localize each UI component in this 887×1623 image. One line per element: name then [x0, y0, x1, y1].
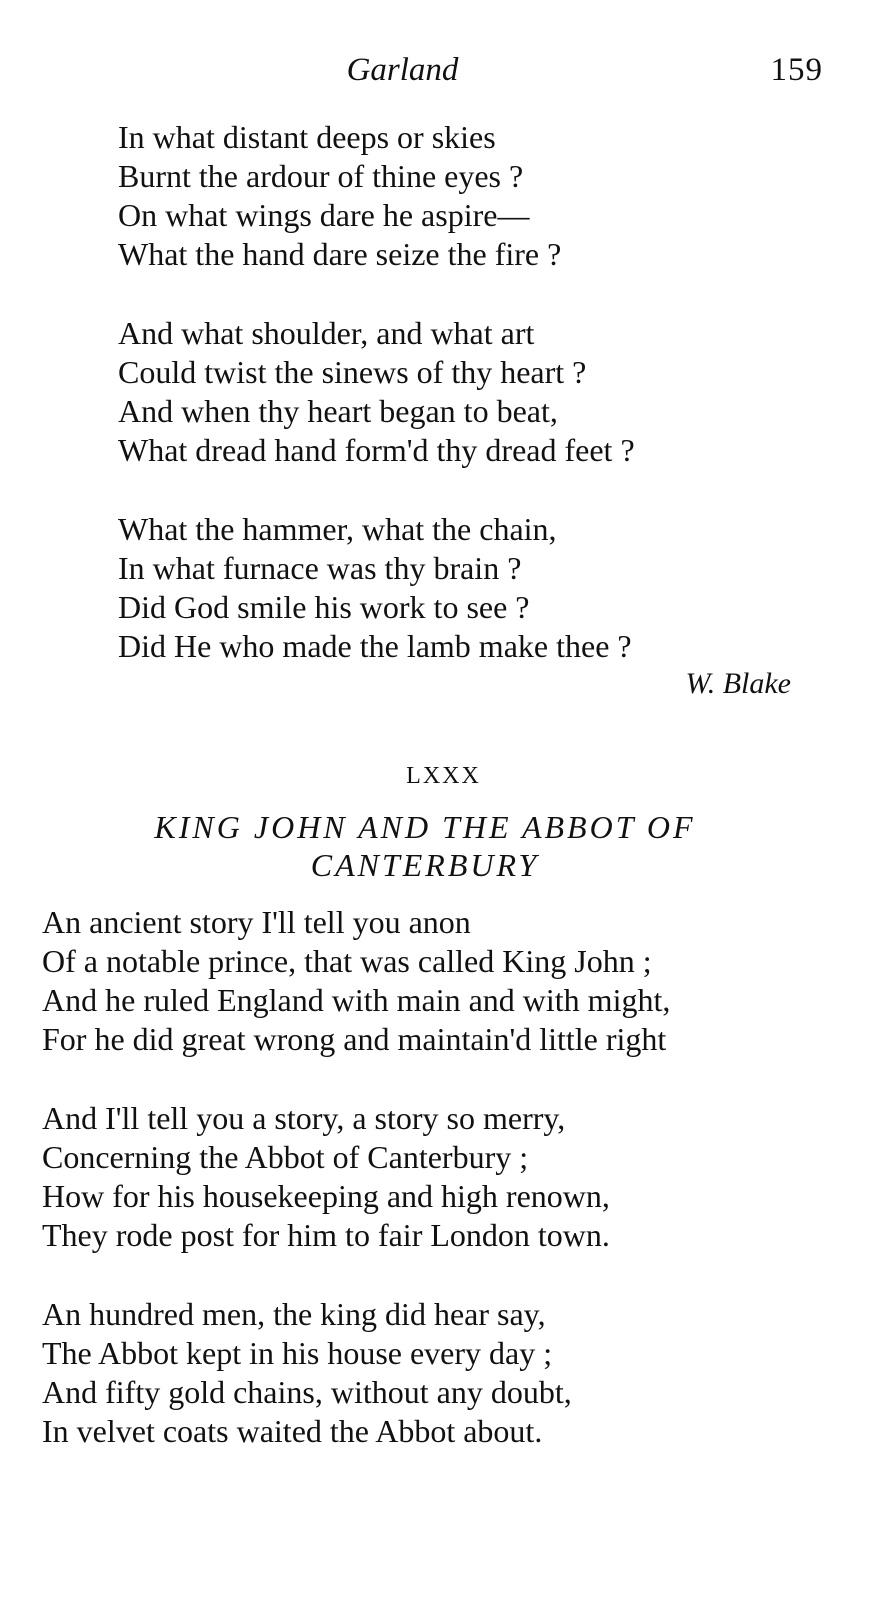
stanza [118, 314, 818, 470]
poem-title-line: CANTERBURY [310, 847, 540, 883]
verse-line: Did God smile his work to see ? [118, 589, 530, 625]
verse-line: In what furnace was thy brain ? [118, 550, 522, 586]
verse-line: Burnt the ardour of thine eyes ? [118, 158, 524, 194]
poem-title-line: KING JOHN AND THE ABBOT OF [154, 809, 696, 845]
stanza [118, 510, 818, 666]
verse-line: And I'll tell you a story, a story so merry, [42, 1100, 566, 1136]
poem-number: LXXX [406, 763, 481, 789]
page-number: 159 [770, 52, 823, 88]
verse-line: They rode post for him to fair London town. [42, 1217, 610, 1253]
poem-attribution: W. Blake [685, 667, 791, 700]
verse-line: What the hammer, what the chain, [118, 511, 557, 547]
stanza [42, 1099, 842, 1255]
verse-line: And he ruled England with main and with might, [42, 982, 671, 1018]
stanza [42, 1295, 842, 1451]
verse-line: The Abbot kept in his house every day ; [42, 1335, 553, 1371]
verse-line: For he did great wrong and maintain'd little right [42, 1021, 667, 1057]
running-title: Garland [346, 52, 459, 88]
verse-line: And when thy heart began to beat, [118, 393, 558, 429]
stanza [42, 903, 842, 1059]
poem-king-john [42, 903, 842, 1491]
verse-line: Did He who made the lamb make thee ? [118, 628, 632, 664]
poem-title [30, 808, 820, 884]
poem-blake-excerpt [118, 118, 818, 706]
verse-line: Concerning the Abbot of Canterbury ; [42, 1139, 529, 1175]
verse-line: Of a notable prince, that was called King John ; [42, 943, 652, 979]
verse-line: Could twist the sinews of thy heart ? [118, 354, 587, 390]
verse-line: In velvet coats waited the Abbot about. [42, 1413, 543, 1449]
verse-line: An ancient story I'll tell you anon [42, 904, 471, 940]
verse-line: And what shoulder, and what art [118, 315, 535, 351]
verse-line: What the hand dare seize the fire ? [118, 236, 562, 272]
verse-line: How for his housekeeping and high renown, [42, 1178, 610, 1214]
verse-line: What dread hand form'd thy dread feet ? [118, 432, 635, 468]
running-head [0, 48, 887, 92]
verse-line: And fifty gold chains, without any doubt, [42, 1374, 572, 1410]
verse-line: On what wings dare he aspire— [118, 197, 530, 233]
verse-line: An hundred men, the king did hear say, [42, 1296, 546, 1332]
verse-line: In what distant deeps or skies [118, 119, 496, 155]
stanza [118, 118, 818, 274]
